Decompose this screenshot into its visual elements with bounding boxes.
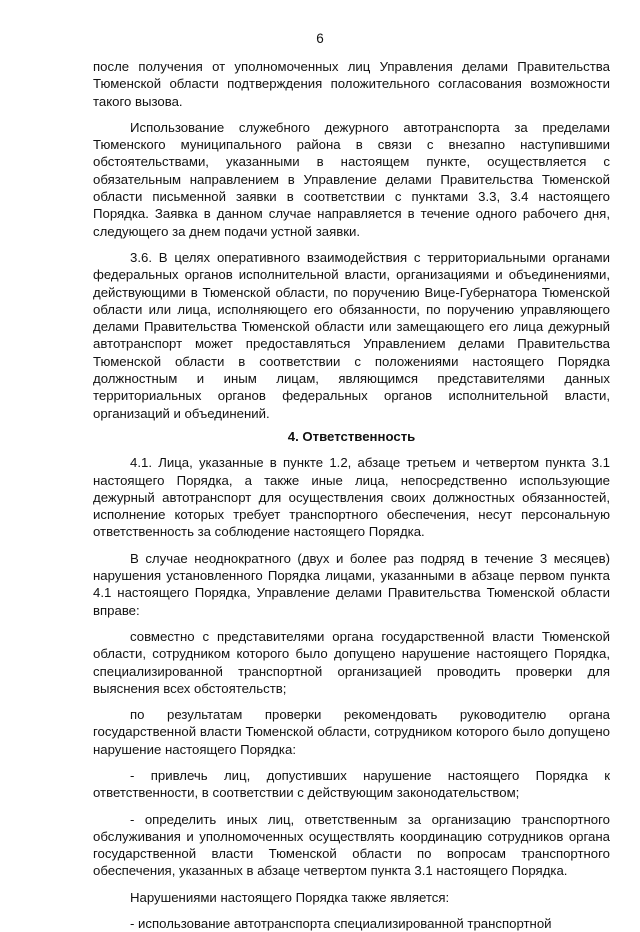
paragraph-violations-intro: Нарушениями настоящего Порядка также является: (130, 889, 450, 905)
paragraph-continuation: после получения от уполномоченных лиц Управления делами Правительства Тюменской области подтверждения положительного согласования возможности такого вызова. (93, 59, 610, 109)
paragraph-3-6: 3.6. В целях оперативного взаимодействия с территориальными органами федеральных органов исполнительной власти, организациями и объединениями, действующими в Тюменской области, по поручению Вице-Губернатора Тюменской области или лица, исполняющего его обязанности, по поручению управляющего делами Правительства Тюменской области или замещающего его лица дежурный автотранспорт может предоставляться Управлением делами Правительства Тюменской области в соответствии с положениями настоящего Порядка должностным и иным лицам, являющимся представителями данных территориальных органов федеральных органов исполнительной власти, организаций и объединений. (93, 249, 610, 421)
list-item-assign-responsible: - определить иных лиц, ответственным за организацию транспортного обслуживания и уполномоченных осуществлять координацию сотрудников органа государственной власти Тюменской области по вопросам транспортного обеспечения, указанных в абзаце четвертом пункта 3.1 настоящего Порядка. (93, 811, 610, 879)
section-heading-responsibility: 4. Ответственность (287, 428, 416, 444)
list-item-vehicle-misuse: - использование автотранспорта специализированной транспортной (130, 916, 552, 932)
paragraph-joint-inspection: совместно с представителями органа государственной власти Тюменской области, сотрудником которого было допущено нарушение настоящего Порядка, специализированной транспортной организацией проводить проверки для выяснения всех обстоятельств; (93, 628, 610, 696)
list-item-discipline: - привлечь лиц, допустивших нарушение настоящего Порядка к ответственности, в соответствии с действующим законодательством; (93, 767, 610, 801)
document-body (93, 58, 610, 932)
paragraph-out-of-district-use: Использование служебного дежурного автотранспорта за пределами Тюменского муниципального района в связи с внезапно наступившими обстоятельствами, указанными в настоящем пункте, осуществляется с обязательным направлением в Управление делами Правительства Тюменской области письменной заявки в соответствии с пунктами 3.3, 3.4 настоящего Порядка. Заявка в данном случае направляется в течение одного рабочего дня, следующего за днем подачи устной заявки. (93, 119, 610, 239)
paragraph-4-1: 4.1. Лица, указанные в пункте 1.2, абзаце третьем и четвертом пункта 3.1 настоящего Порядка, а также иные лица, непосредственно использующие дежурный автотранспорт для осуществления своих должностных обязанностей, исполнение которых требует транспортного обеспечения, несут персональную ответственность за соблюдение настоящего Порядка. (93, 455, 610, 540)
paragraph-recommend: по результатам проверки рекомендовать руководителю органа государственной власти Тюменской области, сотрудником которого было допущено нарушение настоящего Порядка: (93, 707, 610, 757)
paragraph-repeated-violation: В случае неоднократного (двух и более раз подряд в течение 3 месяцев) нарушения установленного Порядка лицами, указанными в абзаце первом пункта 4.1 настоящего Порядка, Управление делами Правительства Тюменской области вправе: (93, 550, 610, 618)
page-number: 6 (316, 31, 324, 46)
